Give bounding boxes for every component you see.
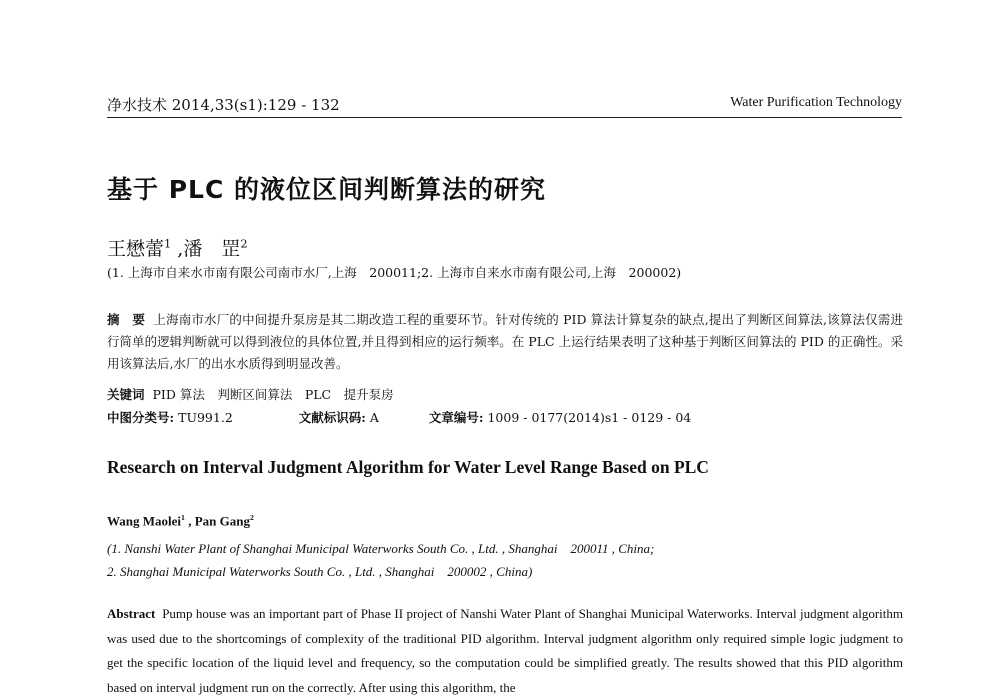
abstract-cn <box>107 309 903 375</box>
author-1-en-sup: 1 <box>181 513 185 522</box>
header-rule <box>107 117 902 118</box>
author-2-en-sup: 2 <box>249 513 254 522</box>
abstract-en <box>107 602 903 700</box>
affiliation-cn: (1. 上海市自来水市南有限公司南市水厂,上海 200011;2. 上海市自来水市南有限公司,上海 200002) <box>107 265 682 280</box>
abstract-text-en: Pump house was an important part of Phase II project of Nanshi Water Plant of Shanghai Municipal Waterworks. Interval judgment algorithm was used due to the shortcomings of complexity of the traditional PID algorithm. Interval judgment algorithm only required simple logic judgment to get the specific location of the liquid level and frequency, so the computation could be simplified greatly. The results showed that this PID algorithm based on interval judgment run on the correctly. After using this algorithm, the <box>107 606 904 695</box>
clc-value: TU991.2 <box>178 410 233 425</box>
affiliation-en-line-2: 2. Shanghai Municipal Waterworks South Co. , Ltd. , Shanghai 200002 , China) <box>107 564 533 579</box>
abstract-text-cn: 上海南市水厂的中间提升泵房是其二期改造工程的重要环节。针对传统的 PID 算法计算复杂的缺点,提出了判断区间算法,该算法仅需进行简单的逻辑判断就可以得到液位的具体位置,并且得到相应的运行频率。在 PLC 上运行结果表明了这种基于判断区间算法的 PID 的正确性。采用该算法后,水厂的出水水质得到明显改善。 <box>107 312 903 371</box>
journal-citation-cn: 净水技术 2014,33(s1):129 - 132 <box>107 96 340 114</box>
article-number-label: 文章编号: <box>428 410 484 425</box>
affiliation-en-line-1: (1. Nanshi Water Plant of Shanghai Municipal Waterworks South Co. , Ltd. , Shanghai 200011 , China; <box>107 541 655 556</box>
article-number-value: 1009 - 0177(2014)s1 - 0129 - 04 <box>487 410 692 425</box>
author-1-cn: 王懋蕾 <box>107 238 165 260</box>
authors-cn <box>107 234 248 261</box>
author-2-sup: 2 <box>240 236 248 251</box>
paper-title-en: Research on Interval Judgment Algorithm for Water Level Range Based on PLC <box>107 457 709 477</box>
classification-line <box>107 408 691 426</box>
paper-title-cn: 基于 PLC 的液位区间判断算法的研究 <box>107 175 547 204</box>
authors-en <box>107 513 254 529</box>
author-2-cn: 潘 罡 <box>183 238 241 260</box>
author-1-en: Wang Maolei <box>107 513 182 529</box>
keywords-text-cn: PID 算法 判断区间算法 PLC 提升泵房 <box>152 387 394 402</box>
author-2-en: Pan Gang <box>194 513 250 529</box>
doc-code-value: A <box>369 410 379 425</box>
abstract-label-en: Abstract <box>107 606 156 621</box>
keywords-label-cn: 关键词 <box>107 387 145 402</box>
abstract-label-cn: 摘 要 <box>107 312 146 327</box>
author-en-separator: , <box>184 513 195 529</box>
author-separator: , <box>171 238 184 260</box>
clc-label: 中图分类号: <box>107 410 175 425</box>
doc-code-label: 文献标识码: <box>298 410 366 425</box>
keywords-cn <box>107 385 394 403</box>
journal-name-en: Water Purification Technology <box>730 95 902 110</box>
author-1-sup: 1 <box>164 236 172 251</box>
